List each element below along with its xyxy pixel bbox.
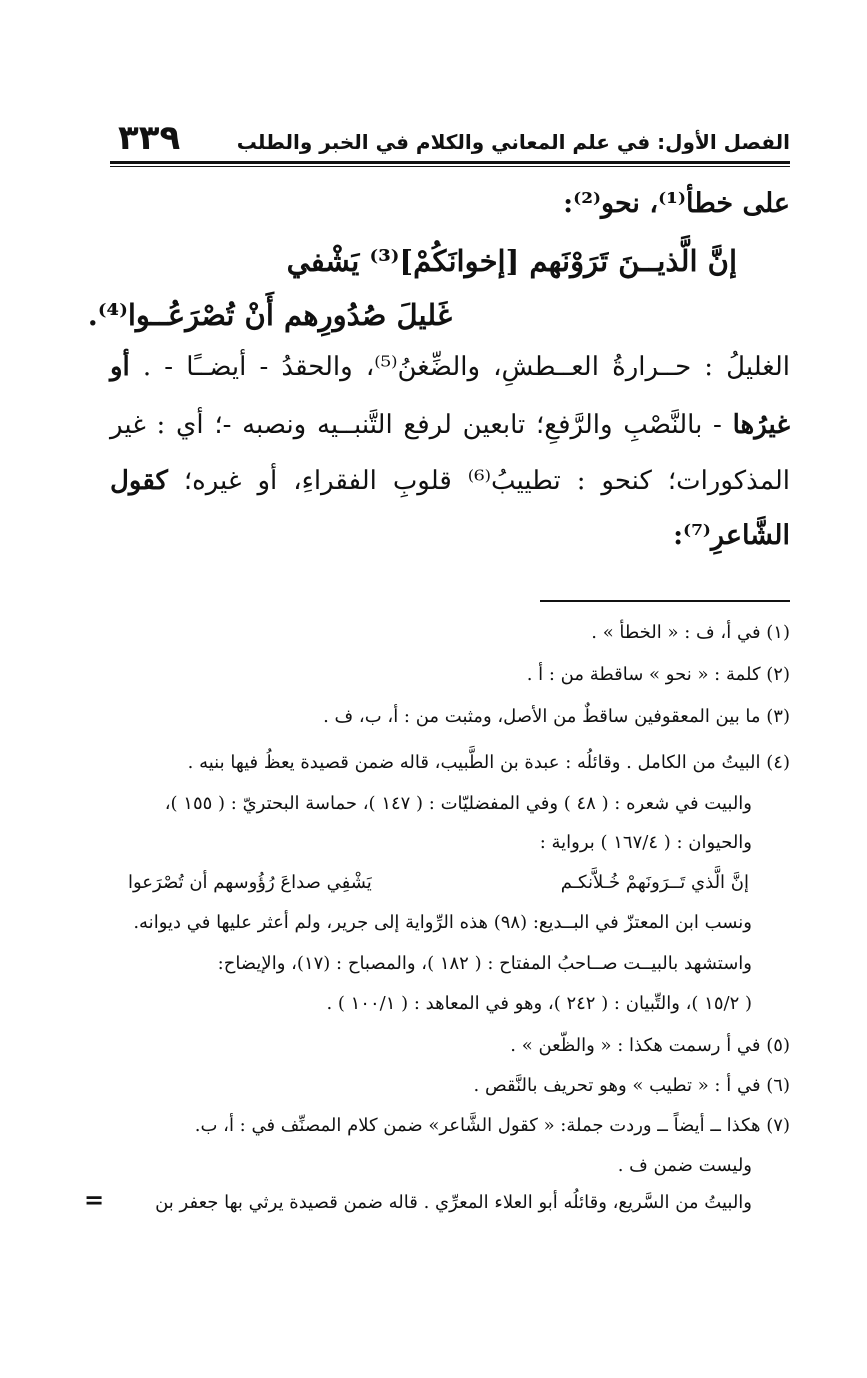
body-line-4: الشَّاعرِ⁽⁷⁾: [673, 520, 790, 551]
verse-line-2: غَليلَ صُدُورِهم أَنْ تُصْرَعُــوا⁽⁴⁾. [87, 298, 452, 332]
footnote-4-line-6: واستشهد بالبيــت صــاحبُ المفتاح : ( ١٨٢ )، والمصباح : (١٧)، والإيضاح: [217, 953, 752, 974]
footnote-4-line-3: والحيوان : ( ١٦٧/٤ ) برواية : [539, 832, 752, 853]
body-line-3-text: المذكورات؛ كنحو : تطييبُ⁽⁶⁾ قلوبِ الفقراءِ، أو غيره؛ [167, 466, 790, 496]
running-header [110, 118, 790, 160]
body-line-2 [110, 410, 790, 440]
footnote-3: (٣) ما بين المعقوفين ساقطٌ من الأصل، ومثبت من : أ، ب، ف . [323, 706, 790, 727]
body-line-2-text: - بالنَّصْبِ والرَّفعِ؛ تابعين لرفع التَّنبــيه ونصبه -؛ أي : غير [110, 410, 733, 440]
footnote-6: (٦) في أ : « تطيب » وهو تحريف بالنَّقص . [473, 1075, 790, 1096]
footnote-4-verse-first-hemistich: إنَّ الَّذي تَــرَونَهمْ خُـلاَّنكـم [560, 872, 749, 893]
body-line-1-text: الغليلُ : حــرارةُ العــطشِ، والضِّغنُ⁽⁵⁾، والحقدُ - أيضــًا - . [129, 352, 790, 382]
footnote-7: (٧) هكذا ــ أيضاً ــ وردت جملة: « كقول الشَّاعر» ضمن كلام المصنِّف في : أ، ب. [194, 1115, 790, 1136]
footnote-4-line-2: والبيت في شعره : ( ٤٨ ) وفي المفضليّات : ( ١٤٧ )، حماسة البحتريّ : ( ١٥٥ )، [164, 793, 752, 814]
footnote-4-line-7: ( ١٥/٢ )، والتِّبيان : ( ٢٤٢ )، وهو في المعاهد : ( ١٠٠/١ ) . [326, 993, 752, 1014]
footnote-4-verse-second-hemistich: يَشْفِي صداعَ رُؤُوسهم أن تُصْرَعوا [128, 872, 372, 893]
footnote-1: (١) في أ، ف : « الخطأ » . [591, 622, 790, 643]
continuation-mark: = [84, 1186, 105, 1214]
footnote-7-line-2: وليست ضمن ف . [617, 1155, 752, 1176]
body-line-3 [110, 466, 790, 496]
footnote-4-line-5: ونسب ابن المعتزّ في البــديع: (٩٨) هذه الرِّواية إلى جرير، ولم أعثر عليها في ديوانه. [133, 912, 752, 933]
body-line-2-bold: غيرُها [732, 410, 790, 440]
body-line-1-bold: أو [110, 352, 130, 382]
footnote-4: (٤) البيتُ من الكامل . وقائلُه : عبدة بن الطَّبيب، قاله ضمن قصيدة يعظُ فيها بنيه . [187, 752, 790, 773]
header-rule-thin [110, 166, 790, 167]
body-line-3-bold: كقول [110, 466, 168, 496]
intro-line: على خطأ⁽¹⁾، نحو⁽²⁾: [563, 188, 790, 219]
footnote-separator [540, 600, 790, 602]
body-line-1 [110, 352, 790, 382]
footnote-2: (٢) كلمة : « نحو » ساقطة من : أ . [526, 664, 790, 685]
footnote-7-line-3: والبيتُ من السَّريع، وقائلُه أبو العلاء المعرِّي . قاله ضمن قصيدة يرثي بها جعفر بن [155, 1192, 752, 1213]
chapter-title: الفصل الأول: في علم المعاني والكلام في الخبر والطلب [236, 130, 790, 154]
verse-line-1: إنَّ الَّذيــنَ تَرَوْنَهم [إخوانَكُمْ]⁽³⁾ يَشْفي [286, 244, 737, 278]
header-rule [110, 161, 790, 164]
page-number: ٣٣٩ [118, 118, 181, 158]
footnote-5: (٥) في أ رسمت هكذا : « والظّعن » . [510, 1035, 790, 1056]
